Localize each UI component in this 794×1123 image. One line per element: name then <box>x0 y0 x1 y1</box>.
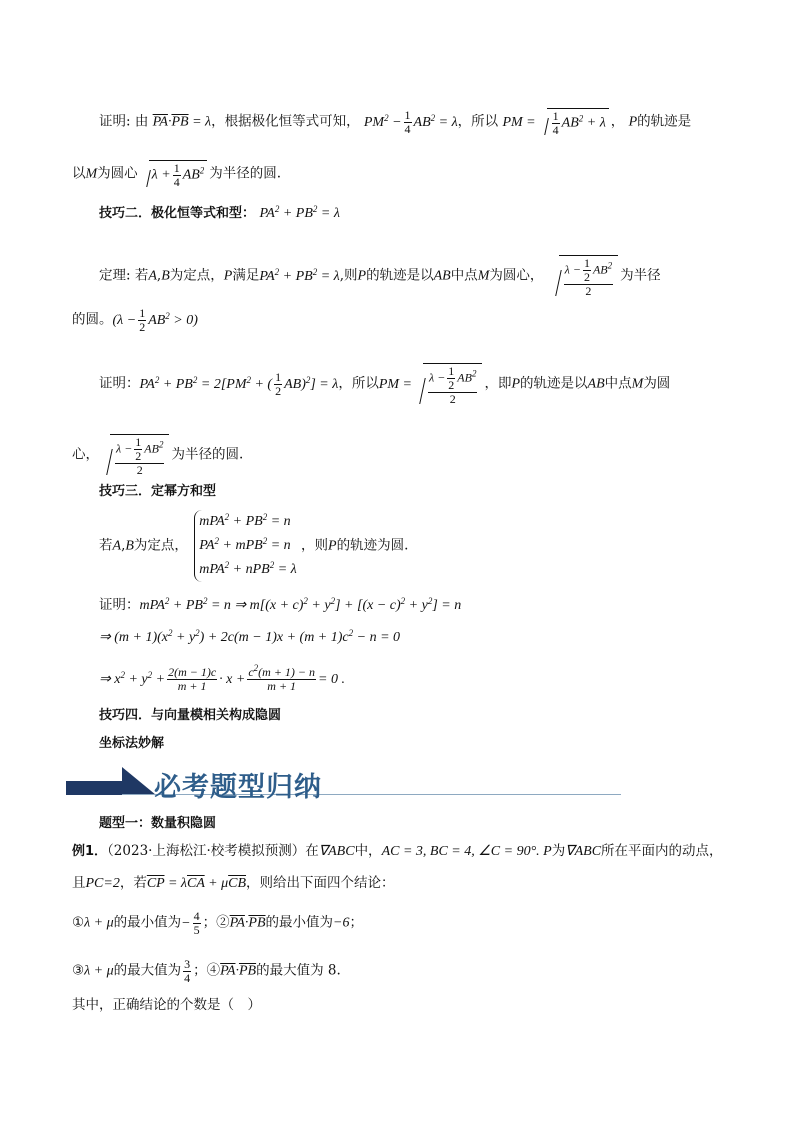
system-brace: $mPA^2 + PB^2 = n$ $PA^2 + mPB^2 = n$ mPA$^2$ + nPB$^2$ = λ <box>194 510 297 582</box>
tip2-theorem: 定理: 若A,B为定点，P满足$PA^2 + PB^2 = \lambda$,则P的轨迹是以AB中点M为圆心， λ − $\frac{1}{2}$ $AB^2$ 2 为半径 <box>99 256 661 298</box>
proof1-line2: 以M为圆心 λ + $\frac{1}{4}$ $AB^2$ 为半径的圆. <box>72 161 282 189</box>
example-line1: 例1．（2023·上海松江·校考模拟预测）在∇ABC中，AC = 3, BC = 4, ∠C = 90°. P为∇ABC所在平面内的动点， <box>72 843 723 859</box>
tip2-proof-line2: 心， λ − $\frac{1}{2}$ $AB^2$ 2 为半径的圆. <box>72 435 244 477</box>
banner-arrow <box>122 767 156 795</box>
vector-dot-expr: $\overline{PA}\cdot\overline{PB} = \lambda$ <box>152 114 212 130</box>
tip3-proof-line1: 证明：$mPA^2 + PB^2 = n$ ⇒ $m[(x + c)^2 + y^2] + [(x - c)^2 + y^2] = n$ <box>99 596 462 613</box>
pm-sqrt-expr: PM = $\frac{1}{4}$ $AB^2 + \lambda$ <box>502 115 610 130</box>
tip2-proof: 证明：$PA^2 + PB^2 = 2[PM^2$ + ( $\frac{1}{2}$ AB)$^2$] = λ，所以PM = λ − $\frac{1}{2}$ $AB^2$ 2 ，即P的轨迹是以AB中点M为圆 <box>99 364 671 406</box>
tip4-title: 技巧四．与向量模相关构成隐圆 <box>99 708 282 723</box>
section-banner <box>66 767 621 803</box>
banner-bar <box>66 781 122 795</box>
example-line2: 且PC=2，若$\overline{CP} = \lambda\overline{CA} + \mu\overline{CB}$，则给出下面四个结论： <box>72 875 395 891</box>
tip4-subtitle: 坐标法妙解 <box>99 736 165 751</box>
tip2-title: 技巧二．极化恒等式和型： $PA^2 + PB^2 = \lambda$ <box>99 204 340 221</box>
tip3-proof-line3: ⇒ $x^2 + y^2$ + $\frac{2(m - 1)c}{m + 1}$ · x + $\frac{c^2(m + 1) - n}{m + 1}$ = 0 . <box>99 663 345 693</box>
theorem-radius-expr: λ − $\frac{1}{2}$ $AB^2$ 2 <box>548 269 620 284</box>
polar-identity-expr: $PM^2$ − $\frac{1}{4}$ $AB^2 = \lambda$ <box>363 108 458 136</box>
radius-sqrt-expr: λ + $\frac{1}{4}$ $AB^2$ <box>138 167 210 182</box>
example-choices-2: ③λ + μ的最大值为 $\frac{3}{4}$ ；$④\overline{PA}\cdot\overline{PB}$的最大值为 8. <box>72 957 341 985</box>
proof1-line1: 证明: 由 $\overline{PA}\cdot\overline{PB} = \lambda$，根据极化恒等式可知， $PM^2$ − $\frac{1}{4}$ $AB^2 = \lambda$，所以 PM = $\frac{1}{4}$ $AB^2 + \lambda$ ， P的轨迹是 <box>99 108 692 137</box>
tip3-title: 技巧三．定幂方和型 <box>99 484 217 499</box>
section-title: 题型一：数量积隐圆 <box>99 816 217 831</box>
example-question: 其中，正确结论的个数是（ ） <box>72 997 261 1013</box>
tip2-condition: 的圆。(λ − $\frac{1}{2}$ $AB^2 > 0$) <box>72 306 198 334</box>
tip3-condition: 若A,B为定点， $mPA^2 + PB^2 = n$ $PA^2 + mPB^2 = n$ mPA$^2$ + nPB$^2$ = λ ，则P的轨迹为圆. <box>99 510 408 582</box>
example-choices-1: ①λ + μ的最小值为− $\frac{4}{5}$ ；$②\overline{PA}\cdot\overline{PB}$的最小值为−6； <box>72 909 363 937</box>
tip3-proof-line2: ⇒ $(m + 1)(x^2 + y^2) + 2c(m - 1)x + (m + 1)c^2 - n = 0$ <box>99 628 401 645</box>
banner-title: 必考题型归纳 <box>154 772 322 803</box>
